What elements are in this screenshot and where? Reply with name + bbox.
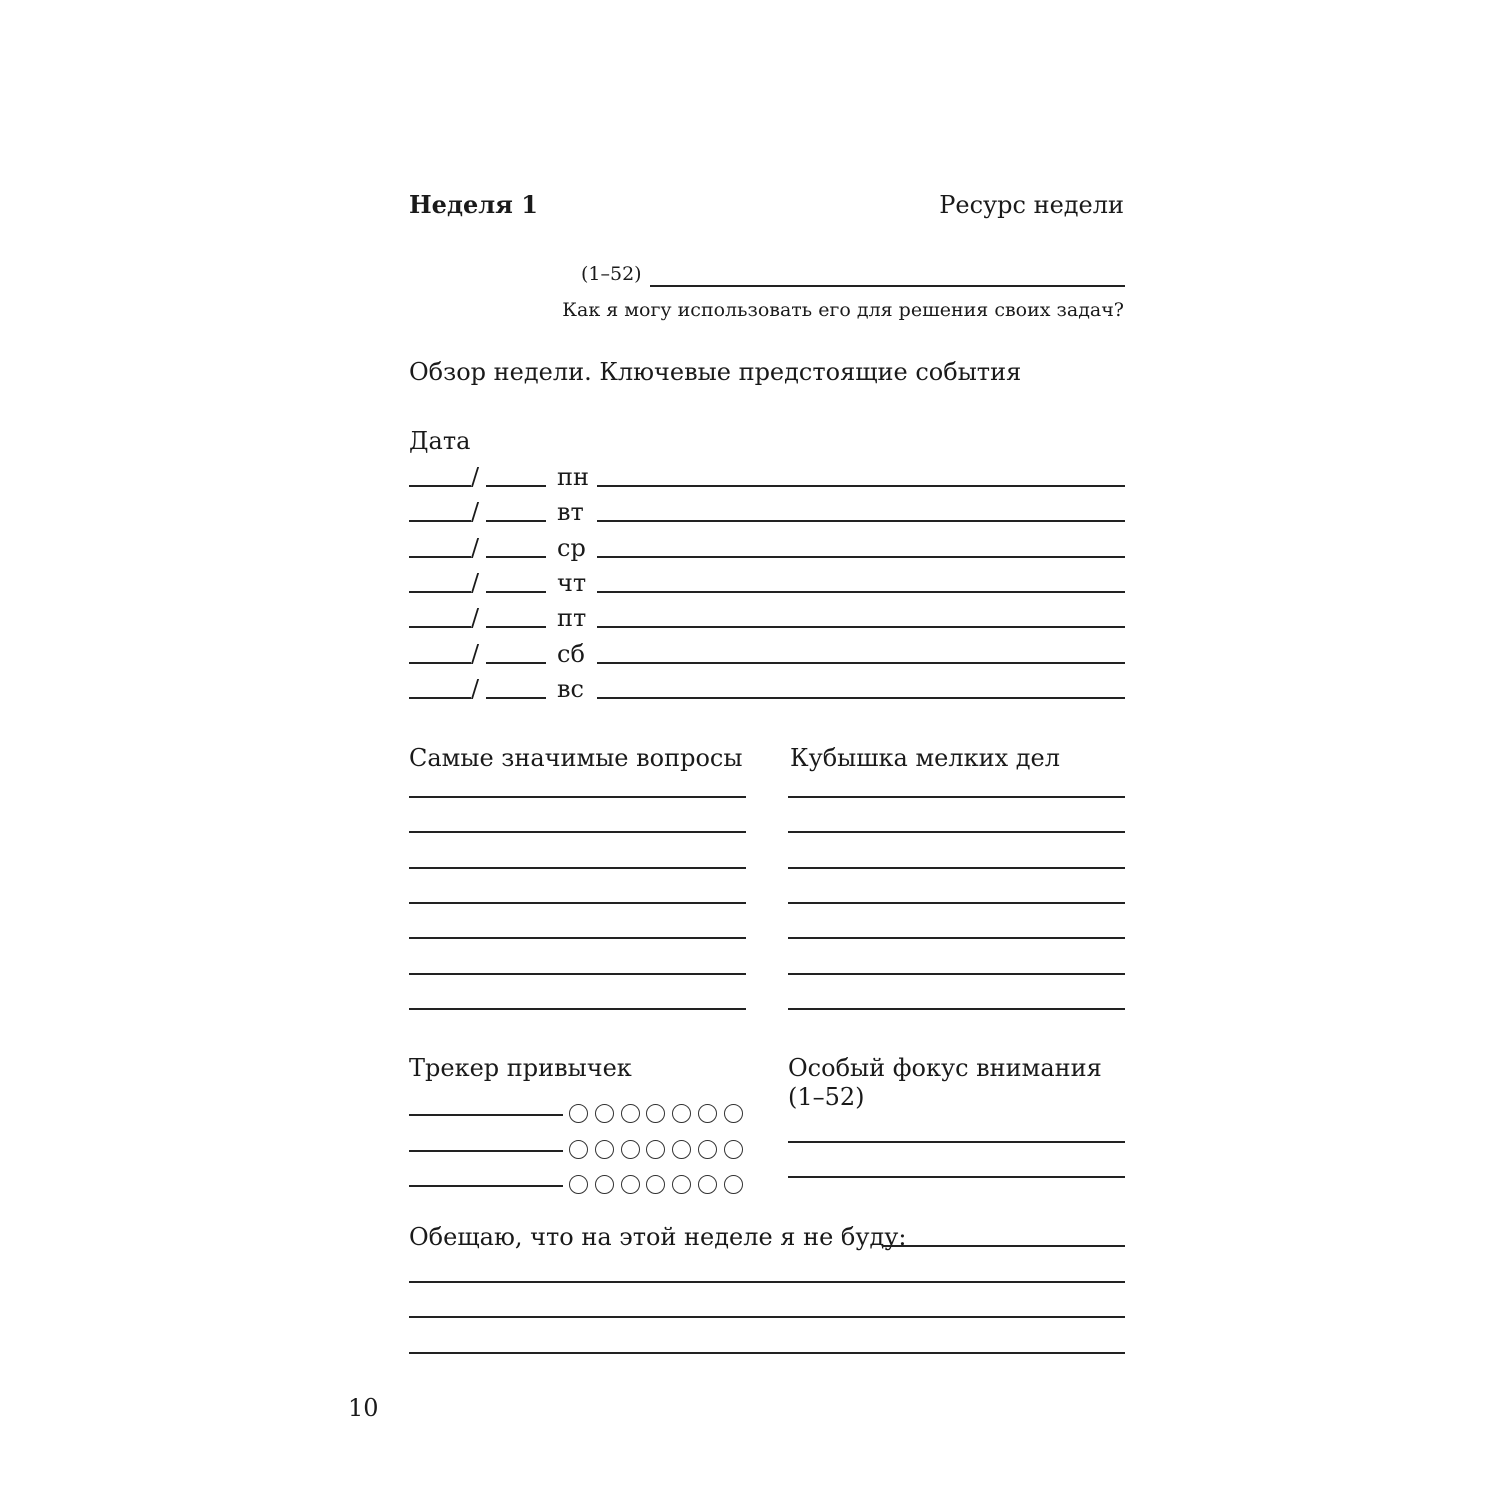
question-line[interactable]	[409, 867, 746, 869]
question-line[interactable]	[409, 973, 746, 975]
day-event-line[interactable]	[597, 626, 1125, 628]
small-task-line[interactable]	[788, 831, 1125, 833]
habit-name-line[interactable]	[409, 1114, 563, 1116]
day-month-line[interactable]	[486, 485, 546, 487]
day-label: вт	[557, 498, 584, 526]
day-date-line[interactable]	[409, 626, 471, 628]
date-label: Дата	[409, 427, 471, 455]
habit-name-line[interactable]	[409, 1185, 563, 1187]
day-event-line[interactable]	[597, 556, 1125, 558]
resource-title: Ресурс недели	[939, 191, 1124, 219]
date-separator: /	[471, 534, 480, 562]
resource-line[interactable]	[650, 285, 1125, 287]
habit-day-circle[interactable]	[646, 1175, 665, 1194]
focus-line[interactable]	[788, 1176, 1125, 1178]
promise-line[interactable]	[409, 1281, 1125, 1283]
promise-title: Обещаю, что на этой неделе я не буду:	[409, 1223, 907, 1251]
day-date-line[interactable]	[409, 662, 471, 664]
day-date-line[interactable]	[409, 520, 471, 522]
day-label: ср	[557, 534, 586, 562]
promise-line[interactable]	[409, 1352, 1125, 1354]
day-event-line[interactable]	[597, 485, 1125, 487]
day-event-line[interactable]	[597, 697, 1125, 699]
date-separator: /	[471, 604, 480, 632]
habits-title: Трекер привычек	[409, 1054, 632, 1082]
day-date-line[interactable]	[409, 485, 471, 487]
day-month-line[interactable]	[486, 520, 546, 522]
habit-day-circle[interactable]	[672, 1140, 691, 1159]
small-tasks-title: Кубышка мелких дел	[790, 744, 1060, 772]
habit-day-circle[interactable]	[595, 1175, 614, 1194]
habit-day-circle[interactable]	[621, 1104, 640, 1123]
small-task-line[interactable]	[788, 937, 1125, 939]
day-event-line[interactable]	[597, 662, 1125, 664]
promise-line[interactable]	[882, 1245, 1125, 1247]
small-task-line[interactable]	[788, 1008, 1125, 1010]
small-task-line[interactable]	[788, 902, 1125, 904]
resource-range-label: (1–52)	[581, 263, 642, 285]
day-month-line[interactable]	[486, 697, 546, 699]
promise-line[interactable]	[409, 1316, 1125, 1318]
habit-day-circle[interactable]	[724, 1175, 743, 1194]
day-label: пн	[557, 463, 589, 491]
habit-day-circle[interactable]	[724, 1140, 743, 1159]
small-task-line[interactable]	[788, 796, 1125, 798]
page-number: 10	[348, 1394, 379, 1422]
day-label: пт	[557, 604, 587, 632]
habit-day-circle[interactable]	[621, 1175, 640, 1194]
questions-title: Самые значимые вопросы	[409, 744, 743, 772]
date-separator: /	[471, 498, 480, 526]
small-task-line[interactable]	[788, 867, 1125, 869]
date-separator: /	[471, 569, 480, 597]
habit-day-circle[interactable]	[698, 1175, 717, 1194]
day-month-line[interactable]	[486, 556, 546, 558]
question-line[interactable]	[409, 831, 746, 833]
small-task-line[interactable]	[788, 973, 1125, 975]
date-separator: /	[471, 640, 480, 668]
focus-line[interactable]	[788, 1141, 1125, 1143]
habit-day-circle[interactable]	[646, 1104, 665, 1123]
habit-day-circle[interactable]	[595, 1140, 614, 1159]
habit-day-circle[interactable]	[595, 1104, 614, 1123]
day-label: чт	[557, 569, 587, 597]
habit-day-circle[interactable]	[672, 1104, 691, 1123]
date-separator: /	[471, 675, 480, 703]
resource-question: Как я могу использовать его для решения своих задач?	[562, 299, 1124, 321]
habit-day-circle[interactable]	[698, 1140, 717, 1159]
day-label: сб	[557, 640, 585, 668]
date-separator: /	[471, 463, 480, 491]
day-label: вс	[557, 675, 584, 703]
week-title: Неделя 1	[409, 190, 538, 219]
habit-day-circle[interactable]	[698, 1104, 717, 1123]
habit-day-circle[interactable]	[569, 1140, 588, 1159]
day-month-line[interactable]	[486, 591, 546, 593]
day-date-line[interactable]	[409, 556, 471, 558]
overview-title: Обзор недели. Ключевые предстоящие события	[409, 358, 1022, 386]
habit-day-circle[interactable]	[672, 1175, 691, 1194]
day-date-line[interactable]	[409, 697, 471, 699]
day-event-line[interactable]	[597, 520, 1125, 522]
question-line[interactable]	[409, 902, 746, 904]
habit-day-circle[interactable]	[724, 1104, 743, 1123]
habit-name-line[interactable]	[409, 1150, 563, 1152]
habit-day-circle[interactable]	[569, 1104, 588, 1123]
question-line[interactable]	[409, 937, 746, 939]
focus-range-label: (1–52)	[788, 1083, 865, 1111]
habit-day-circle[interactable]	[621, 1140, 640, 1159]
day-date-line[interactable]	[409, 591, 471, 593]
habit-day-circle[interactable]	[646, 1140, 665, 1159]
day-month-line[interactable]	[486, 626, 546, 628]
day-month-line[interactable]	[486, 662, 546, 664]
habit-day-circle[interactable]	[569, 1175, 588, 1194]
question-line[interactable]	[409, 1008, 746, 1010]
question-line[interactable]	[409, 796, 746, 798]
focus-title: Особый фокус внимания	[788, 1054, 1102, 1082]
day-event-line[interactable]	[597, 591, 1125, 593]
